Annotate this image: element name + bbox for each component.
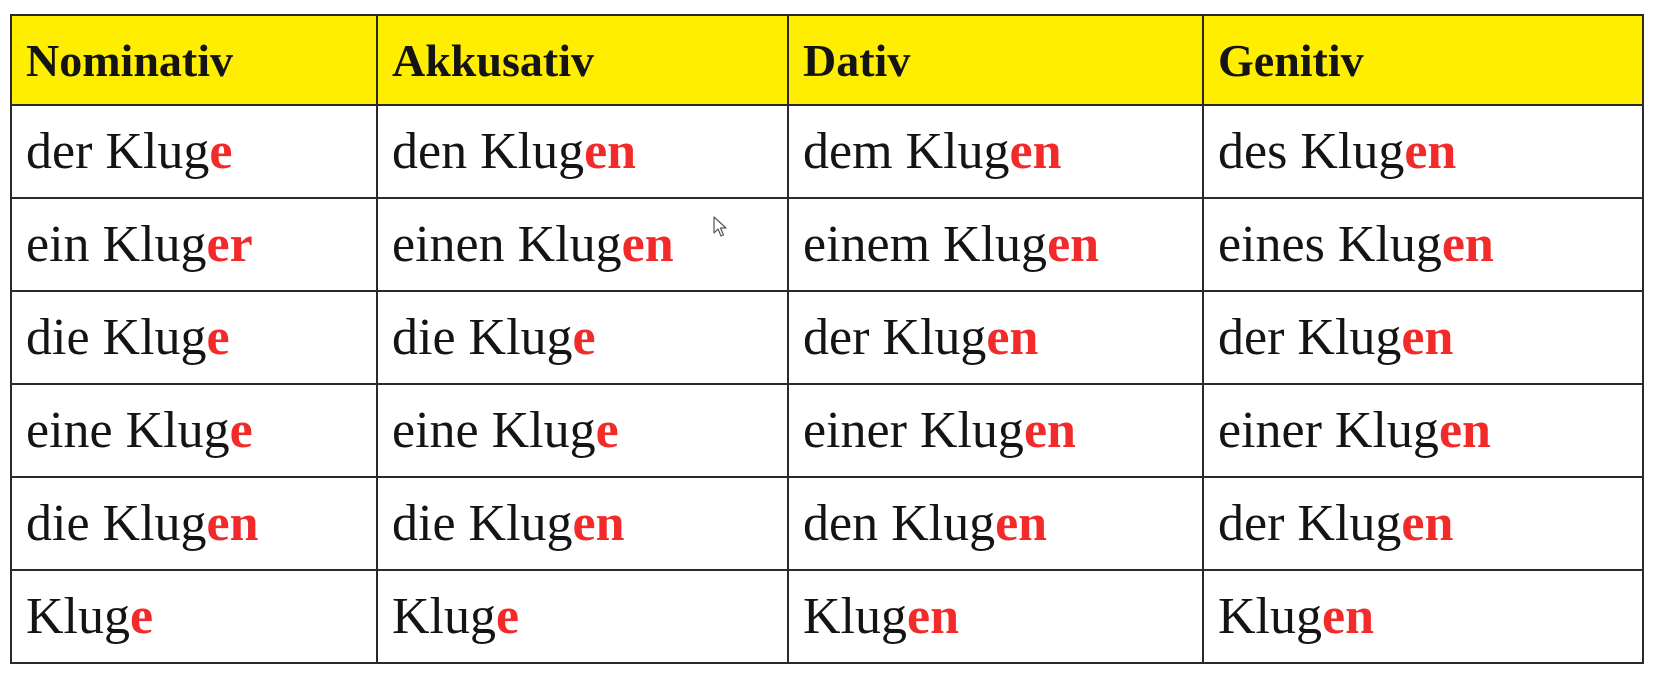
cell-nominativ [11, 291, 377, 384]
cell-genitiv [1203, 570, 1643, 663]
header-genitiv: Genitiv [1203, 15, 1643, 105]
cell-akkusativ [377, 477, 788, 570]
word-stem: einen Klug [392, 216, 622, 273]
word-ending: en [1404, 123, 1457, 180]
word-stem: die Klug [26, 495, 207, 552]
word-stem: Klug [803, 588, 907, 645]
declension-table [10, 14, 1644, 664]
cell-genitiv [1203, 477, 1643, 570]
table-row [11, 198, 1643, 291]
cell-nominativ [11, 198, 377, 291]
table-row [11, 570, 1643, 663]
word-ending: en [1401, 495, 1454, 552]
word-stem: eines Klug [1218, 216, 1442, 273]
word-stem: Klug [392, 588, 496, 645]
word-ending: er [206, 216, 253, 273]
table-header [11, 15, 1643, 105]
cell-dativ [788, 291, 1203, 384]
cell-genitiv [1203, 291, 1643, 384]
word-ending: en [1023, 402, 1076, 459]
cell-akkusativ [377, 384, 788, 477]
word-ending: en [206, 495, 259, 552]
word-ending: en [1009, 123, 1062, 180]
word-ending: en [1047, 216, 1100, 273]
cell-genitiv [1203, 198, 1643, 291]
cell-dativ [788, 570, 1203, 663]
word-stem: der Klug [1218, 309, 1402, 366]
header-dativ: Dativ [788, 15, 1203, 105]
word-ending: en [572, 495, 625, 552]
word-stem: einer Klug [803, 402, 1024, 459]
declension-table-container [10, 14, 1642, 664]
header-row [11, 15, 1643, 105]
cell-dativ [788, 198, 1203, 291]
cell-nominativ [11, 384, 377, 477]
word-stem: Klug [1218, 588, 1322, 645]
word-ending: e [595, 402, 619, 459]
word-stem: die Klug [392, 495, 573, 552]
word-ending: e [206, 309, 230, 366]
table-body [11, 105, 1643, 663]
word-ending: e [229, 402, 253, 459]
header-nominativ: Nominativ [11, 15, 377, 105]
header-akkusativ: Akkusativ [377, 15, 788, 105]
word-stem: der Klug [803, 309, 987, 366]
word-ending: en [1441, 216, 1494, 273]
word-ending: en [986, 309, 1039, 366]
cell-genitiv [1203, 105, 1643, 198]
word-ending: en [995, 495, 1048, 552]
word-stem: eine Klug [392, 402, 596, 459]
word-ending: en [1322, 588, 1374, 645]
word-stem: einem Klug [803, 216, 1048, 273]
cell-dativ [788, 384, 1203, 477]
word-stem: dem Klug [803, 123, 1010, 180]
cell-dativ [788, 105, 1203, 198]
cell-akkusativ [377, 570, 788, 663]
word-stem: den Klug [803, 495, 996, 552]
cell-nominativ [11, 477, 377, 570]
word-stem: einer Klug [1218, 402, 1439, 459]
word-stem: des Klug [1218, 123, 1405, 180]
word-ending: e [496, 588, 520, 645]
word-ending: en [621, 216, 674, 273]
word-stem: die Klug [392, 309, 573, 366]
word-ending: en [1438, 402, 1491, 459]
word-ending: en [1401, 309, 1454, 366]
table-row [11, 291, 1643, 384]
cell-nominativ [11, 105, 377, 198]
cell-akkusativ [377, 198, 788, 291]
word-ending: en [907, 588, 959, 645]
cell-akkusativ [377, 105, 788, 198]
word-ending: e [572, 309, 596, 366]
word-ending: e [130, 588, 154, 645]
cell-genitiv [1203, 384, 1643, 477]
word-stem: eine Klug [26, 402, 230, 459]
cell-dativ [788, 477, 1203, 570]
mouse-pointer-icon [713, 216, 729, 238]
cell-akkusativ [377, 291, 788, 384]
word-stem: die Klug [26, 309, 207, 366]
word-stem: der Klug [26, 123, 210, 180]
word-stem: Klug [26, 588, 130, 645]
word-stem: ein Klug [26, 216, 207, 273]
table-row [11, 105, 1643, 198]
word-stem: der Klug [1218, 495, 1402, 552]
word-ending: e [209, 123, 233, 180]
cell-nominativ [11, 570, 377, 663]
word-stem: den Klug [392, 123, 585, 180]
word-ending: en [584, 123, 637, 180]
table-row [11, 384, 1643, 477]
table-row [11, 477, 1643, 570]
